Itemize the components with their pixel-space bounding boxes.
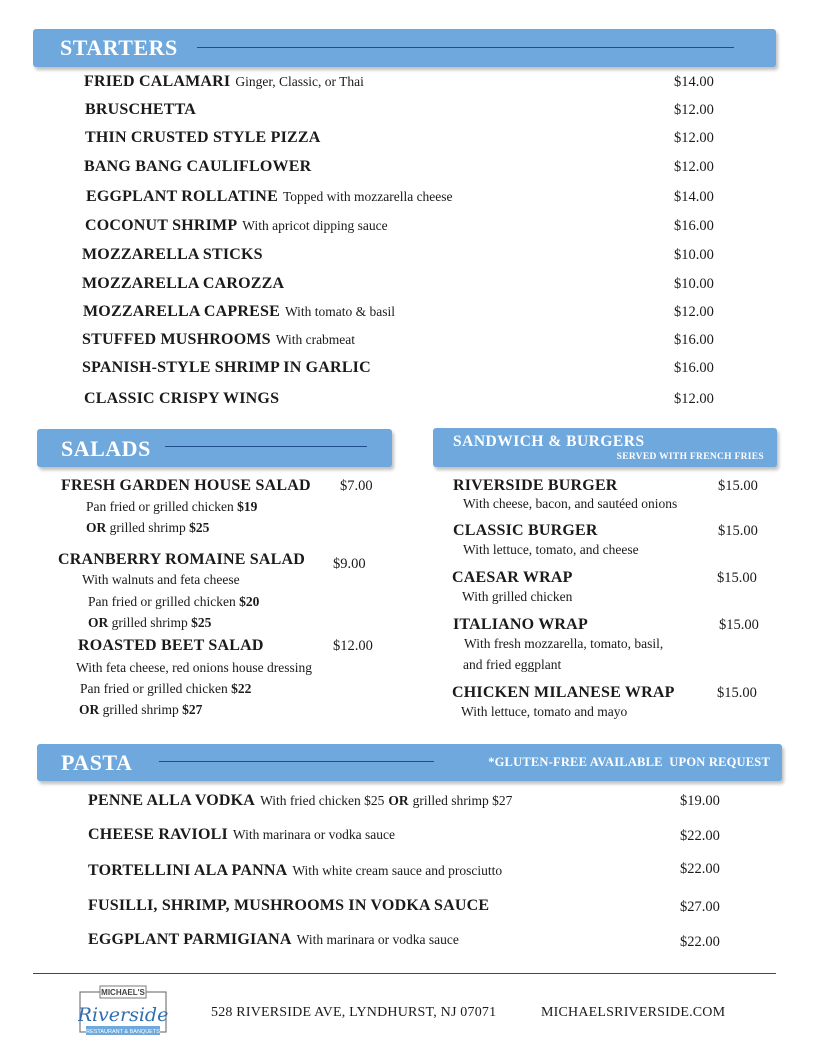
salad-name-row (61, 477, 311, 495)
starter-desc: With crabmeat (275, 332, 356, 347)
sandwich-desc: With fresh mozzarella, tomato, basil, (464, 636, 664, 651)
starter-name: CLASSIC CRISPY WINGS (84, 390, 280, 407)
footer-address: 528 RIVERSIDE AVE, LYNDHURST, NJ 07071 (211, 1005, 497, 1020)
starter-item (85, 217, 388, 235)
sandwich-name: ITALIANO WRAP (453, 616, 588, 633)
starter-item (84, 73, 364, 91)
pasta-name: TORTELLINI ALA PANNA (88, 862, 288, 879)
starter-name: FRIED CALAMARI (84, 73, 231, 90)
salad-name: ROASTED BEET SALAD (78, 637, 264, 654)
salad-detail-text: Pan fried or grilled chicken (88, 594, 240, 609)
sandwich-desc: With lettuce, tomato and mayo (461, 704, 628, 719)
pasta-name: PENNE ALLA VODKA (88, 792, 256, 809)
footer-divider (33, 973, 776, 974)
starter-item (82, 246, 263, 264)
salad-price: $12.00 (333, 638, 373, 654)
starter-price: $12.00 (674, 130, 714, 146)
starter-item (84, 390, 279, 408)
sandwich-desc: With cheese, bacon, and sautéed onions (463, 496, 678, 511)
starter-item (82, 331, 355, 349)
pasta-price: $22.00 (680, 828, 720, 844)
sandwich-name: CLASSIC BURGER (453, 522, 598, 539)
footer-website[interactable]: MICHAELSRIVERSIDE.COM (541, 1005, 726, 1020)
sandwich-name-row (453, 522, 598, 540)
sandwich-name-row (453, 616, 588, 634)
salad-detail-line (80, 681, 251, 697)
sandwich-price: $15.00 (719, 617, 759, 633)
starter-name: BRUSCHETTA (85, 101, 197, 118)
starter-name: EGGPLANT ROLLATINE (86, 188, 278, 205)
sandwich-name-row (453, 477, 618, 495)
restaurant-logo (78, 984, 168, 1040)
pasta-name: EGGPLANT PARMIGIANA (88, 931, 292, 948)
starter-price: $16.00 (674, 218, 714, 234)
salad-detail-text: Pan fried or grilled chicken (80, 681, 232, 696)
pasta-item (88, 792, 512, 810)
salads-title: SALADS (61, 436, 151, 461)
starter-item (85, 129, 321, 147)
salad-detail-text: grilled shrimp (106, 520, 190, 535)
starter-price: $14.00 (674, 189, 714, 205)
sandwich-desc: and fried eggplant (463, 657, 562, 672)
pasta-desc: With marinara or vodka sauce (232, 827, 396, 842)
sandwich-name: CHICKEN MILANESE WRAP (452, 684, 675, 701)
starters-title: STARTERS (60, 35, 178, 60)
salad-name-row (78, 637, 264, 655)
salad-detail-text: grilled shrimp (108, 615, 192, 630)
starters-banner-rule (197, 47, 734, 48)
pasta-or-label: OR (388, 793, 409, 808)
salad-detail-text: Pan fried or grilled chicken (86, 499, 238, 514)
salad-detail-line (76, 660, 312, 676)
starters-banner (33, 29, 776, 67)
starter-item (85, 101, 196, 119)
salad-detail-line (88, 615, 211, 631)
starter-name: MOZZARELLA CAROZZA (82, 275, 285, 292)
starter-item (86, 188, 453, 206)
starter-price: $14.00 (674, 74, 714, 90)
pasta-item (88, 826, 395, 844)
starter-desc: Ginger, Classic, or Thai (235, 74, 364, 89)
starter-name: SPANISH-STYLE SHRIMP IN GARLIC (82, 359, 371, 376)
starter-item (84, 158, 311, 176)
salad-addon-price: $27 (182, 702, 203, 717)
starter-price: $16.00 (674, 360, 714, 376)
salad-price: $9.00 (333, 556, 366, 572)
logo-top-text: MICHAEL'S (101, 988, 145, 997)
pasta-title: PASTA (61, 750, 133, 775)
logo-main-text: Riverside (78, 1004, 168, 1026)
pasta-name: CHEESE RAVIOLI (88, 826, 228, 843)
starter-name: THIN CRUSTED STYLE PIZZA (85, 129, 321, 146)
sandwich-desc: With grilled chicken (462, 589, 573, 604)
sandwich-price: $15.00 (717, 685, 757, 701)
starter-desc: With tomato & basil (284, 304, 396, 319)
salad-detail-text: grilled shrimp (99, 702, 183, 717)
salad-addon-price: $25 (191, 615, 212, 630)
starter-item (82, 275, 284, 293)
pasta-item (88, 862, 502, 880)
salads-banner (37, 429, 392, 467)
sandwich-price: $15.00 (718, 523, 758, 539)
pasta-desc: With fried chicken $25 (260, 793, 385, 808)
sandwich-name: RIVERSIDE BURGER (453, 477, 618, 494)
pasta-price: $22.00 (680, 934, 720, 950)
starter-price: $12.00 (674, 159, 714, 175)
starter-item (82, 359, 371, 377)
salad-detail-line (86, 499, 257, 515)
pasta-desc-tail: grilled shrimp $27 (412, 793, 513, 808)
salad-name: FRESH GARDEN HOUSE SALAD (61, 477, 311, 494)
starter-price: $16.00 (674, 332, 714, 348)
sandwich-desc: With lettuce, tomato, and cheese (463, 542, 639, 557)
sandwich-price: $15.00 (717, 570, 757, 586)
salad-or-label: OR (88, 615, 109, 630)
starter-price: $12.00 (674, 102, 714, 118)
salad-name-row (58, 551, 305, 569)
salad-detail-text: With feta cheese, red onions house dressing (76, 660, 313, 675)
pasta-price: $27.00 (680, 899, 720, 915)
pasta-item (88, 931, 459, 949)
starter-name: BANG BANG CAULIFLOWER (84, 158, 312, 175)
salad-detail-line (79, 702, 202, 718)
pasta-desc: With white cream sauce and prosciutto (292, 863, 503, 878)
starter-desc: Topped with mozzarella cheese (282, 189, 453, 204)
salad-or-label: OR (79, 702, 100, 717)
pasta-item (88, 897, 489, 915)
salad-detail-line (82, 572, 240, 588)
sandwiches-title: SANDWICH & BURGERS (453, 433, 645, 450)
pasta-banner (37, 744, 782, 781)
pasta-gluten-note: *GLUTEN-FREE AVAILABLE UPON REQUEST (488, 755, 770, 769)
salad-detail-line (86, 520, 209, 536)
salads-banner-rule (165, 446, 367, 447)
logo-bottom-text: RESTAURANT & BANQUETS (86, 1029, 160, 1035)
salad-addon-price: $19 (237, 499, 258, 514)
salad-detail-line (88, 594, 259, 610)
starter-price: $12.00 (674, 304, 714, 320)
pasta-price: $19.00 (680, 793, 720, 809)
salad-addon-price: $20 (239, 594, 260, 609)
starter-name: STUFFED MUSHROOMS (82, 331, 271, 348)
salad-price: $7.00 (340, 478, 373, 494)
salad-detail-text: With walnuts and feta cheese (82, 572, 240, 587)
salad-addon-price: $22 (231, 681, 252, 696)
salad-addon-price: $25 (189, 520, 210, 535)
starter-desc: With apricot dipping sauce (242, 218, 388, 233)
starter-name: MOZZARELLA CAPRESE (83, 303, 280, 320)
sandwich-name-row (452, 569, 573, 587)
sandwich-name-row (452, 684, 675, 702)
starter-item (83, 303, 395, 321)
starter-name: COCONUT SHRIMP (85, 217, 238, 234)
salad-name: CRANBERRY ROMAINE SALAD (58, 551, 306, 568)
pasta-name: FUSILLI, SHRIMP, MUSHROOMS IN VODKA SAUCE (88, 897, 490, 914)
salad-or-label: OR (86, 520, 107, 535)
starter-price: $12.00 (674, 391, 714, 407)
sandwiches-banner (433, 428, 777, 467)
pasta-banner-rule (159, 761, 434, 762)
sandwiches-subtitle: SERVED WITH FRENCH FRIES (616, 452, 764, 462)
starter-price: $10.00 (674, 247, 714, 263)
starter-price: $10.00 (674, 276, 714, 292)
starter-name: MOZZARELLA STICKS (82, 246, 263, 263)
pasta-price: $22.00 (680, 861, 720, 877)
sandwich-name: CAESAR WRAP (452, 569, 573, 586)
sandwich-price: $15.00 (718, 478, 758, 494)
pasta-desc: With marinara or vodka sauce (296, 932, 459, 947)
